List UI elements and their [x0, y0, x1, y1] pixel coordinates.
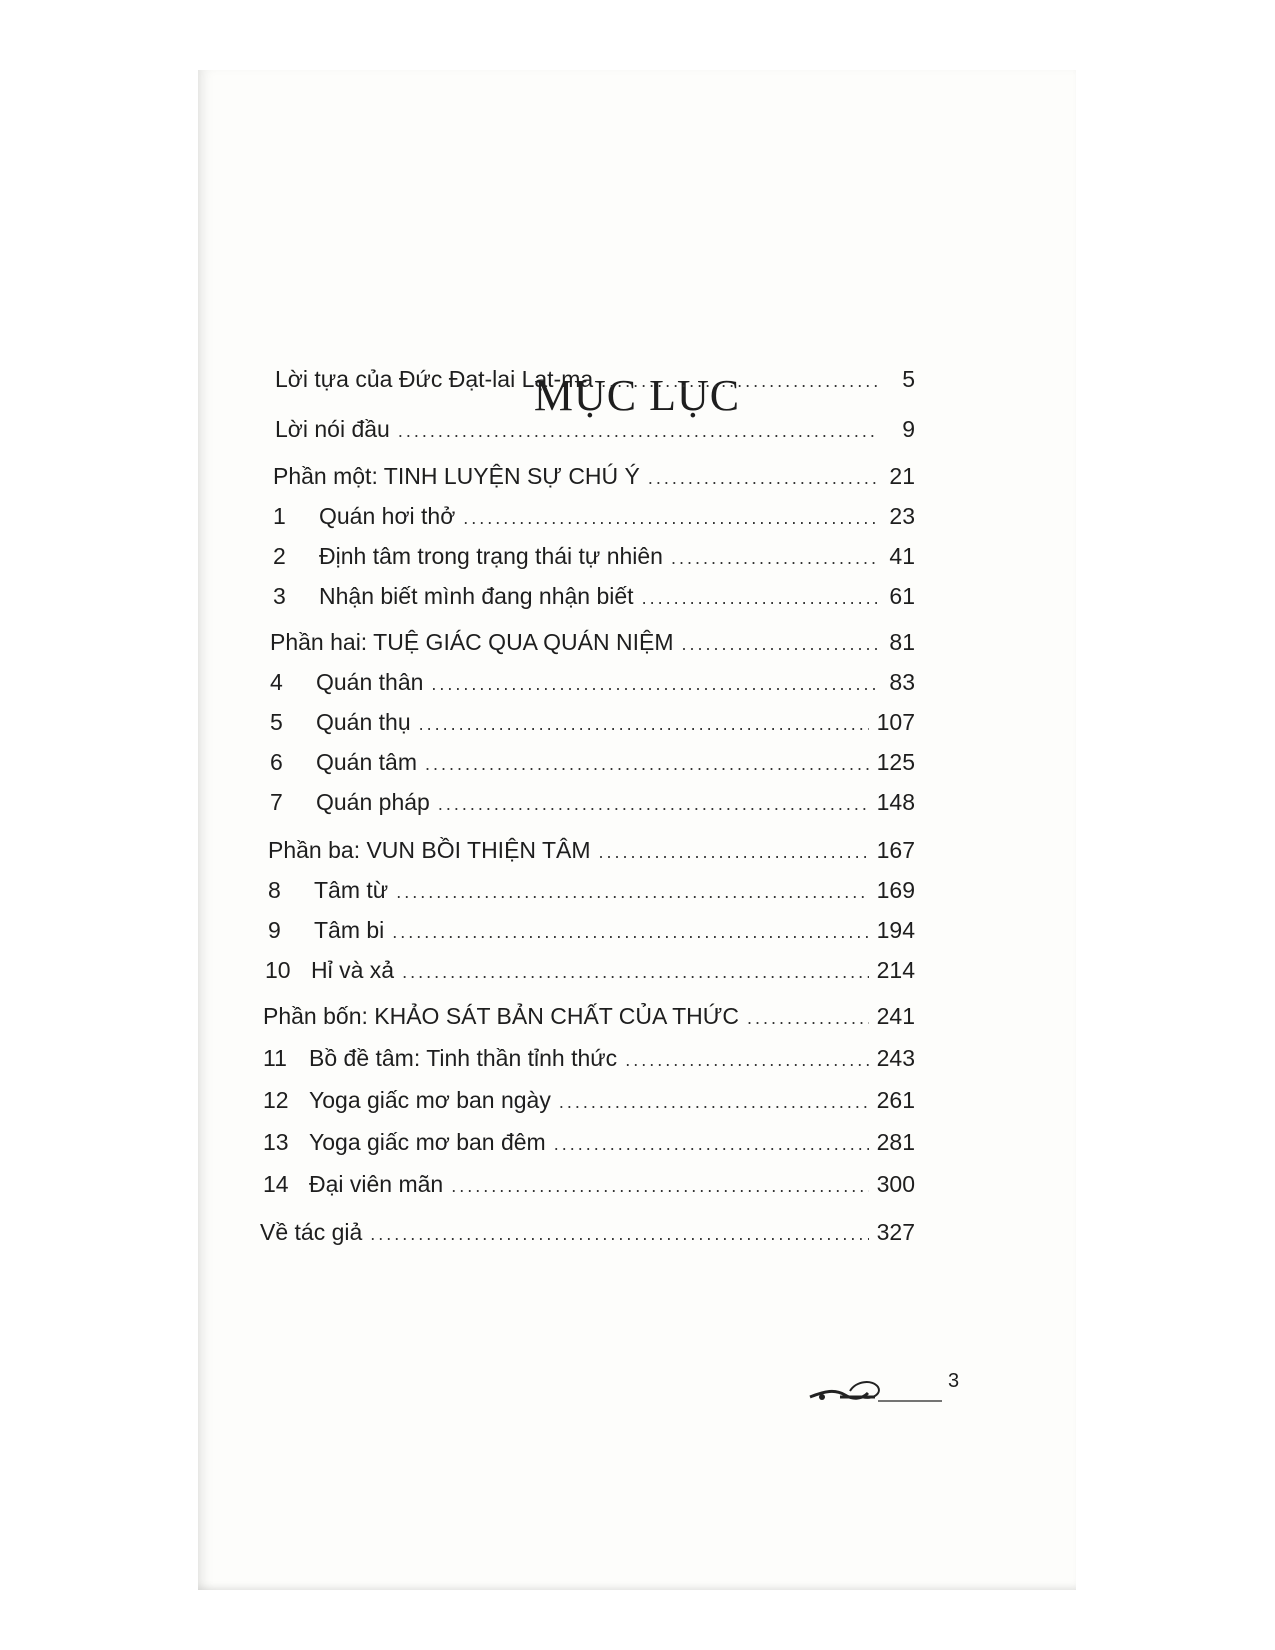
entry-page-number: 241 — [876, 1003, 915, 1029]
dot-leader — [402, 962, 869, 983]
entry-page-number: 107 — [876, 709, 915, 735]
entry-title: Phần hai: TUỆ GIÁC QUA QUÁN NIỆM — [270, 629, 674, 655]
toc-entry — [270, 789, 915, 823]
dot-leader — [425, 754, 869, 775]
chapter-number: 9 — [268, 917, 281, 943]
toc-entry — [263, 1003, 915, 1037]
entry-page-number: 243 — [876, 1045, 915, 1071]
entry-title: Tâm bi — [314, 917, 385, 943]
dot-leader — [747, 1008, 869, 1029]
entry-title: Nhận biết mình đang nhận biết — [319, 583, 634, 609]
entry-title: Yoga giấc mơ ban đêm — [309, 1129, 546, 1155]
toc-entry — [270, 629, 915, 663]
entry-page-number: 327 — [876, 1219, 915, 1245]
entry-page-number: 81 — [889, 629, 915, 655]
entry-page-number: 61 — [889, 583, 915, 609]
entry-page-number: 9 — [902, 416, 915, 442]
chapter-number: 12 — [263, 1087, 289, 1113]
entry-title: Phần bốn: KHẢO SÁT BẢN CHẤT CỦA THỨC — [263, 1003, 739, 1029]
entry-page-number: 5 — [902, 366, 915, 392]
toc-entry — [270, 709, 915, 743]
entry-page-number: 23 — [889, 503, 915, 529]
dot-leader — [370, 1224, 868, 1245]
dot-leader — [599, 842, 869, 863]
entry-page-number: 300 — [876, 1171, 915, 1197]
dot-leader — [681, 634, 877, 655]
toc-entry — [268, 837, 915, 871]
chapter-number: 6 — [270, 749, 283, 775]
entry-page-number: 194 — [876, 917, 915, 943]
toc-entry — [263, 1087, 915, 1121]
entry-page-number: 41 — [889, 543, 915, 569]
entry-title: Định tâm trong trạng thái tự nhiên — [319, 543, 663, 569]
entry-page-number: 83 — [889, 669, 915, 695]
entry-page-number: 148 — [876, 789, 915, 815]
toc-entry — [273, 583, 915, 617]
toc-entry — [263, 1045, 915, 1079]
toc-entry — [275, 366, 915, 400]
toc-entry — [260, 1219, 915, 1253]
dot-leader — [625, 1050, 868, 1071]
chapter-number: 1 — [273, 503, 286, 529]
dot-leader — [554, 1134, 869, 1155]
entry-title: Quán thụ — [316, 709, 411, 735]
dot-leader — [398, 421, 877, 442]
entry-title: Quán thân — [316, 669, 424, 695]
chapter-number: 11 — [263, 1045, 287, 1071]
dot-leader — [601, 371, 877, 392]
dot-leader — [648, 468, 877, 489]
chapter-number: 10 — [265, 957, 291, 983]
entry-title: Về tác giả — [260, 1219, 363, 1245]
dot-leader — [431, 674, 877, 695]
page-number: 3 — [948, 1370, 960, 1392]
entry-title: Hỉ và xả — [311, 957, 395, 983]
dot-leader — [392, 922, 868, 943]
dot-leader — [419, 714, 869, 735]
entry-page-number: 21 — [889, 463, 915, 489]
toc-entry — [275, 416, 915, 450]
entry-page-number: 125 — [876, 749, 915, 775]
chapter-number: 3 — [273, 583, 286, 609]
toc-entry — [273, 543, 915, 577]
chapter-number: 8 — [268, 877, 281, 903]
entry-title: Lời tựa của Đức Đạt-lai Lạt-ma — [275, 366, 594, 392]
entry-page-number: 281 — [876, 1129, 915, 1155]
chapter-number: 13 — [263, 1129, 289, 1155]
entry-page-number: 169 — [876, 877, 915, 903]
toc-entry — [273, 463, 915, 497]
dot-leader — [451, 1176, 868, 1197]
dot-leader — [559, 1092, 869, 1113]
dot-leader — [463, 508, 877, 529]
toc-entry — [270, 749, 915, 783]
table-of-contents — [198, 70, 1076, 1590]
entry-title: Quán hơi thở — [319, 503, 456, 529]
chapter-number: 5 — [270, 709, 283, 735]
toc-entry — [268, 877, 915, 911]
chapter-number: 4 — [270, 669, 283, 695]
toc-entry — [265, 957, 915, 991]
entry-title: Bồ đề tâm: Tinh thần tỉnh thức — [309, 1045, 618, 1071]
toc-title: MỤC LỤC — [533, 371, 741, 420]
entry-title: Tâm từ — [314, 877, 389, 903]
entry-page-number: 214 — [876, 957, 915, 983]
entry-title: Phần một: TINH LUYỆN SỰ CHÚ Ý — [273, 463, 640, 489]
book-page — [198, 70, 1076, 1590]
toc-entry — [268, 917, 915, 951]
entry-title: Phần ba: VUN BỒI THIỆN TÂM — [268, 837, 591, 863]
entry-page-number: 261 — [876, 1087, 915, 1113]
chapter-number: 7 — [270, 789, 283, 815]
entry-title: Yoga giấc mơ ban ngày — [309, 1087, 551, 1113]
toc-entry — [270, 669, 915, 703]
entry-page-number: 167 — [876, 837, 915, 863]
chapter-number: 14 — [263, 1171, 289, 1197]
dot-leader — [642, 588, 877, 609]
dot-leader — [671, 548, 877, 569]
toc-entry — [263, 1129, 915, 1163]
toc-entry — [263, 1171, 915, 1205]
dot-leader — [438, 794, 869, 815]
entry-title: Quán pháp — [316, 789, 430, 815]
chapter-number: 2 — [273, 543, 286, 569]
entry-title: Lời nói đầu — [275, 416, 390, 442]
entry-title: Đại viên mãn — [309, 1171, 444, 1197]
dot-leader — [396, 882, 868, 903]
entry-title: Quán tâm — [316, 749, 417, 775]
toc-entry — [273, 503, 915, 537]
flourish-ornament-icon — [650, 1367, 950, 1407]
